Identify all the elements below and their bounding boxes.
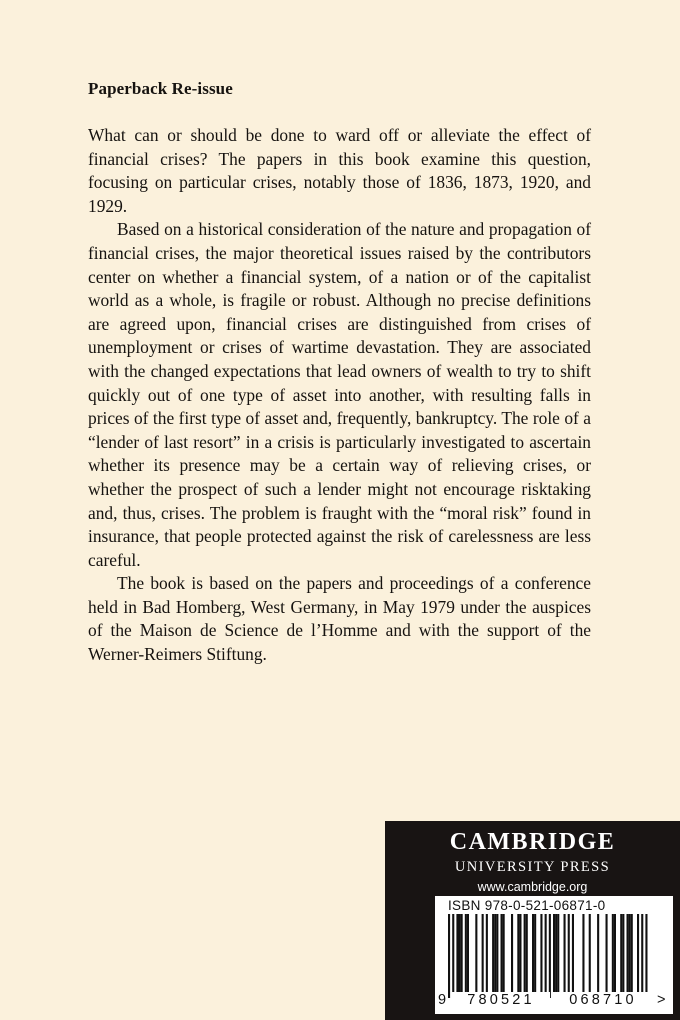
barcode-bar xyxy=(629,914,631,992)
barcode-bar xyxy=(589,914,591,992)
barcode-bar xyxy=(461,914,463,992)
barcode-bar xyxy=(637,914,639,992)
barcode-bar xyxy=(622,914,624,992)
barcode-bar xyxy=(568,914,570,992)
barcode-bar xyxy=(467,914,469,992)
barcode-bar xyxy=(606,914,608,992)
blurb-text xyxy=(88,124,591,667)
isbn-barcode xyxy=(435,896,673,1014)
barcode-bar xyxy=(511,914,513,992)
blurb-paragraph-1: What can or should be done to ward off or alleviate the effect of financial crises? The papers in this book examine this question, focusing on particular crises, notably those of 1836, 1873, 1920, and 1929. xyxy=(88,125,591,216)
barcode-end-mark: > xyxy=(657,992,666,1008)
barcode-bar xyxy=(620,914,622,992)
blurb-paragraph-2: Based on a historical consideration of the nature and propagation of financial crises, the major theoretical issues raised by the contributors center on whether a financial system, of a nation or of the capitalist world as a whole, is fragile or robust. Although no precise definitions are agreed upon, financial crises are distinguished from crises of unemployment or crises of wartime devastation. They are associated with the changed expectations that lead owners of wealth to try to shift quickly out of one type of asset into another, with resulting falls in prices of the first type of asset and, frequently, bankruptcy. The role of a “lender of last resort” in a crisis is particularly investigated to ascertain whether its presence may be a certain way of relieving crises, or whether the prospect of such a lender might not encourage risktaking and, thus, crises. The problem is fraught with the “moral risk” found in insurance, that people protected against the risk of carelessness are less careful. xyxy=(88,219,591,570)
barcode-bar xyxy=(486,914,488,992)
barcode-bar xyxy=(553,914,555,992)
barcode-bar xyxy=(572,914,574,992)
barcode-bar xyxy=(534,914,536,992)
isbn-label: ISBN 978-0-521-06871-0 xyxy=(448,898,606,913)
barcode-bar xyxy=(452,914,454,998)
barcode-bar xyxy=(465,914,467,992)
barcode-bar xyxy=(631,914,633,992)
barcode-bar xyxy=(524,914,526,992)
barcode-bar xyxy=(614,914,616,992)
barcode-bar xyxy=(482,914,484,992)
barcode-bar xyxy=(496,914,498,992)
reissue-heading: Paperback Re-issue xyxy=(88,79,233,98)
barcode-bar xyxy=(557,914,559,992)
barcode-bar xyxy=(459,914,461,992)
barcode-digit-first: 9 xyxy=(438,992,447,1008)
publisher-subtitle: UNIVERSITY PRESS xyxy=(454,859,611,875)
barcode-bar xyxy=(564,914,566,992)
barcode-bar xyxy=(448,914,450,998)
barcode-bar xyxy=(555,914,557,992)
barcode-bar xyxy=(456,914,458,992)
barcode-bar xyxy=(501,914,503,992)
blurb-paragraph-3: The book is based on the papers and proceedings of a conference held in Bad Homberg, West Germany, in May 1979 under the auspices of the Maison de Science de l’Homme and with the support of the Werner-Reimers Stiftung. xyxy=(88,573,591,665)
barcode-bar xyxy=(526,914,528,992)
barcode-bars xyxy=(435,914,673,998)
barcode-bar xyxy=(545,914,547,998)
barcode-bar xyxy=(645,914,647,998)
barcode-bar xyxy=(627,914,629,992)
barcode-bar xyxy=(582,914,584,992)
barcode-bar xyxy=(503,914,505,992)
barcode-bar xyxy=(492,914,494,992)
publisher-url: www.cambridge.org xyxy=(477,880,588,894)
barcode-bar xyxy=(475,914,477,992)
barcode-bar xyxy=(540,914,542,992)
barcode-bar xyxy=(517,914,519,992)
barcode-digit-group-2: 068710 xyxy=(554,992,652,1008)
barcode-bar xyxy=(597,914,599,992)
barcode-bar xyxy=(641,914,643,998)
barcode-bar xyxy=(494,914,496,992)
publisher-logo-name xyxy=(385,829,680,856)
barcode-digit-group-1: 780521 xyxy=(452,992,550,1008)
barcode-bar xyxy=(532,914,534,992)
publisher-name-text: CAMBRIDGE xyxy=(449,829,616,855)
barcode-bar xyxy=(612,914,614,992)
barcode-bar xyxy=(519,914,521,992)
barcode-bar xyxy=(549,914,551,998)
